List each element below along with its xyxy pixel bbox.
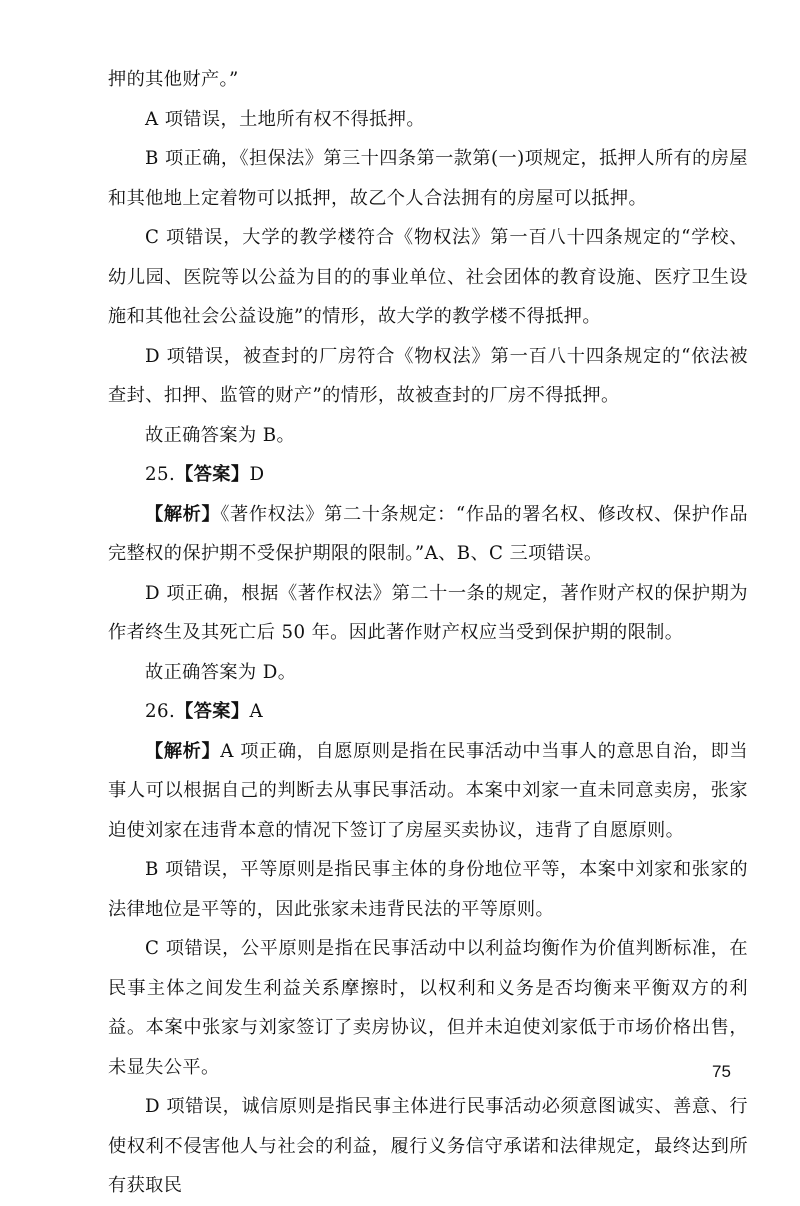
answer-label: 【答案】 (175, 464, 250, 485)
paragraph-text: C 项错误，大学的教学楼符合《物权法》第一百八十四条规定的“学校、幼儿园、医院等以公益为目的的事业单位、社会团体的教育设施、医疗卫生设施和其他社会公益设施”的情形，故大学的教学楼不得抵押。 (108, 227, 748, 327)
answer-label: 【答案】 (175, 701, 250, 722)
paragraph-text: B 项正确，《担保法》第三十四条第一款第(一)项规定，抵押人所有的房屋和其他地上定着物可以抵押，故乙个人合法拥有的房屋可以抵押。 (108, 148, 748, 209)
paragraph-option-d-26 (108, 1087, 748, 1206)
page-number: 75 (712, 1062, 731, 1081)
paragraph-text: B 项错误，平等原则是指民事主体的身份地位平等，本案中刘家和张家的法律地位是平等的，因此张家未违背民法的平等原则。 (108, 859, 748, 920)
question-number: 26. (145, 701, 176, 722)
question-number: 25. (145, 464, 176, 485)
answer-value: A (249, 701, 264, 722)
analysis-paragraph-25 (108, 495, 748, 574)
paragraph-continuation (108, 60, 748, 100)
paragraph-option-c (108, 218, 748, 337)
analysis-label: 【解析】 (145, 740, 221, 762)
paragraph-text: A 项正确，自愿原则是指在民事活动中当事人的意思自治，即当事人可以根据自己的判断去从事民事活动。本案中刘家一直未同意卖房，张家迫使刘家在违背本意的情况下签订了房屋买卖协议，违背了自愿原则。 (108, 740, 748, 841)
paragraph-text: C 项错误，公平原则是指在民事活动中以利益均衡作为价值判断标准，在民事主体之间发生利益关系摩擦时，以权利和义务是否均衡来平衡双方的利益。本案中张家与刘家签订了卖房协议，但并未迫使刘家低于市场价格出售，未显失公平。 (108, 938, 748, 1078)
paragraph-option-c-26 (108, 929, 748, 1087)
paragraph-text: D 项错误，被查封的厂房符合《物权法》第一百八十四条规定的“依法被查封、扣押、监管的财产”的情形，故被查封的厂房不得抵押。 (108, 345, 748, 406)
page-body (108, 60, 748, 1206)
paragraph-option-b (108, 139, 748, 218)
answer-heading-26 (108, 692, 748, 732)
paragraph-text: D 项错误，诚信原则是指民事主体进行民事活动必须意图诚实、善意、行使权利不侵害他人与社会的利益，履行义务信守承诺和法律规定，最终达到所有获取民 (108, 1096, 748, 1196)
paragraph-option-b-26 (108, 850, 748, 929)
paragraph-conclusion (108, 416, 748, 456)
paragraph-text: D 项正确，根据《著作权法》第二十一条的规定，著作财产权的保护期为作者终生及其死亡后 50 年。因此著作财产权应当受到保护期的限制。 (108, 582, 748, 643)
analysis-label: 【解析】 (145, 503, 221, 525)
paragraph-option-d (108, 337, 748, 416)
paragraph-text: 《著作权法》第二十条规定：“作品的署名权、修改权、保护作品完整权的保护期不受保护期限的限制。”A、B、C 三项错误。 (108, 503, 748, 564)
answer-value: D (249, 464, 265, 485)
analysis-paragraph-26 (108, 732, 748, 851)
paragraph-text: A 项错误，土地所有权不得抵押。 (145, 108, 425, 130)
paragraph-conclusion-25 (108, 653, 748, 693)
paragraph-option-a (108, 100, 748, 140)
paragraph-text: 故正确答案为 D。 (145, 661, 297, 683)
paragraph-option-d-25 (108, 574, 748, 653)
paragraph-text: 押的其他财产。” (108, 69, 239, 90)
answer-heading-25 (108, 455, 748, 495)
paragraph-text: 故正确答案为 B。 (145, 424, 296, 446)
